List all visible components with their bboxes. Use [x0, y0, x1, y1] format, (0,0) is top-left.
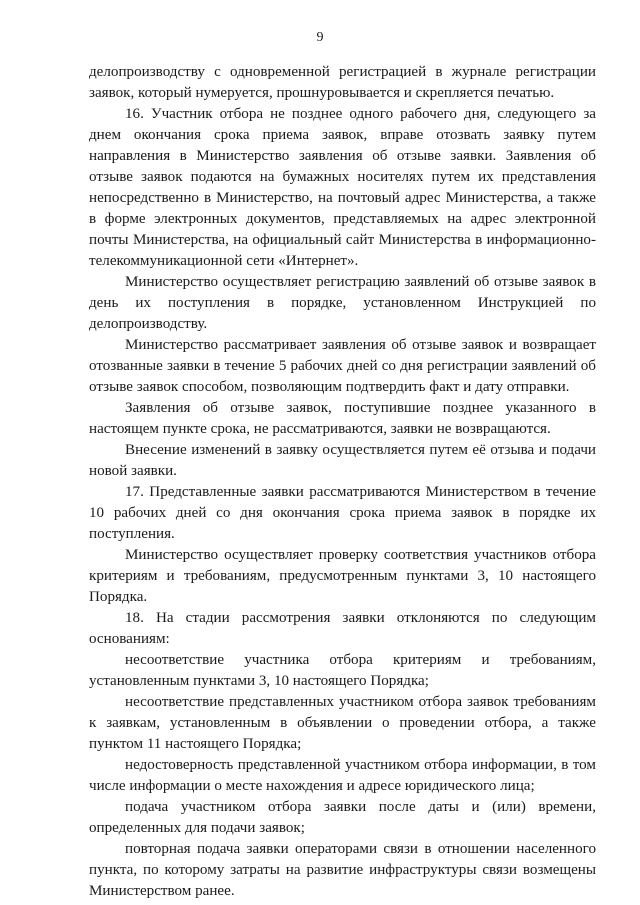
list-item-inaccuracy: недостоверность представленной участником отбора информации, в том числе информации о месте нахождения и адресе юридического лица;	[89, 757, 596, 794]
list-item-repeat-submission: повторная подача заявки операторами связи в отношении населенного пункта, по которому затраты на развитие инфраструктуры связи возмещены Министерством ранее.	[89, 841, 596, 899]
paragraph-registration: Министерство осуществляет регистрацию заявлений об отзыве заявок в день их поступления в порядке, установленном Инструкцией по делопроизводству.	[89, 274, 596, 332]
paragraph-late-withdrawal: Заявления об отзыве заявок, поступившие позднее указанного в настоящем пункте срока, не рассматриваются, заявки не возвращаются.	[89, 400, 596, 437]
list-item-requirements: несоответствие представленных участником отбора заявок требованиям к заявкам, установленным в объявлении о проведении отбора, а также пунктом 11 настоящего Порядка;	[89, 694, 596, 752]
paragraph-continuation: делопроизводству с одновременной регистрацией в журнале регистрации заявок, который нумеруется, прошнуровывается и скрепляется печатью.	[89, 64, 596, 101]
paragraph-item-17: 17. Представленные заявки рассматриваются Министерством в течение 10 рабочих дней со дня окончания срока приема заявок в порядке их поступления.	[89, 484, 596, 542]
paragraph-item-18: 18. На стадии рассмотрения заявки отклоняются по следующим основаниям:	[89, 610, 596, 647]
paragraph-review-withdrawal: Министерство рассматривает заявления об отзыве заявок и возвращает отозванные заявки в течение 5 рабочих дней со дня регистрации заявлений об отзыве заявок способом, позволяющим подтвердить факт и дату отправки.	[89, 337, 596, 395]
paragraph-item-16: 16. Участник отбора не позднее одного рабочего дня, следующего за днем окончания срока приема заявок, вправе отозвать заявку путем направления в Министерство заявления об отзыве заявки. Заявления об отзыве заявок подаются на бумажных носителях путем их представления непосредственно в Министерство, на почтовый адрес Министерства, а также в форме электронных документов, представляемых на адрес электронной почты Министерства, на официальный сайт Министерства в информационно-телекоммуникационной сети «Интернет».	[89, 106, 596, 269]
paragraph-changes: Внесение изменений в заявку осуществляется путем её отзыва и подачи новой заявки.	[89, 442, 596, 479]
page-number: 9	[316, 30, 324, 45]
paragraph-verification: Министерство осуществляет проверку соответствия участников отбора критериям и требованиям, предусмотренным пунктами 3, 10 настоящего Порядка.	[89, 547, 596, 605]
document-body	[89, 62, 596, 902]
list-item-late-submission: подача участником отбора заявки после даты и (или) времени, определенных для подачи заявок;	[89, 799, 596, 836]
list-item-criteria: несоответствие участника отбора критериям и требованиям, установленным пунктами 3, 10 настоящего Порядка;	[89, 652, 596, 689]
